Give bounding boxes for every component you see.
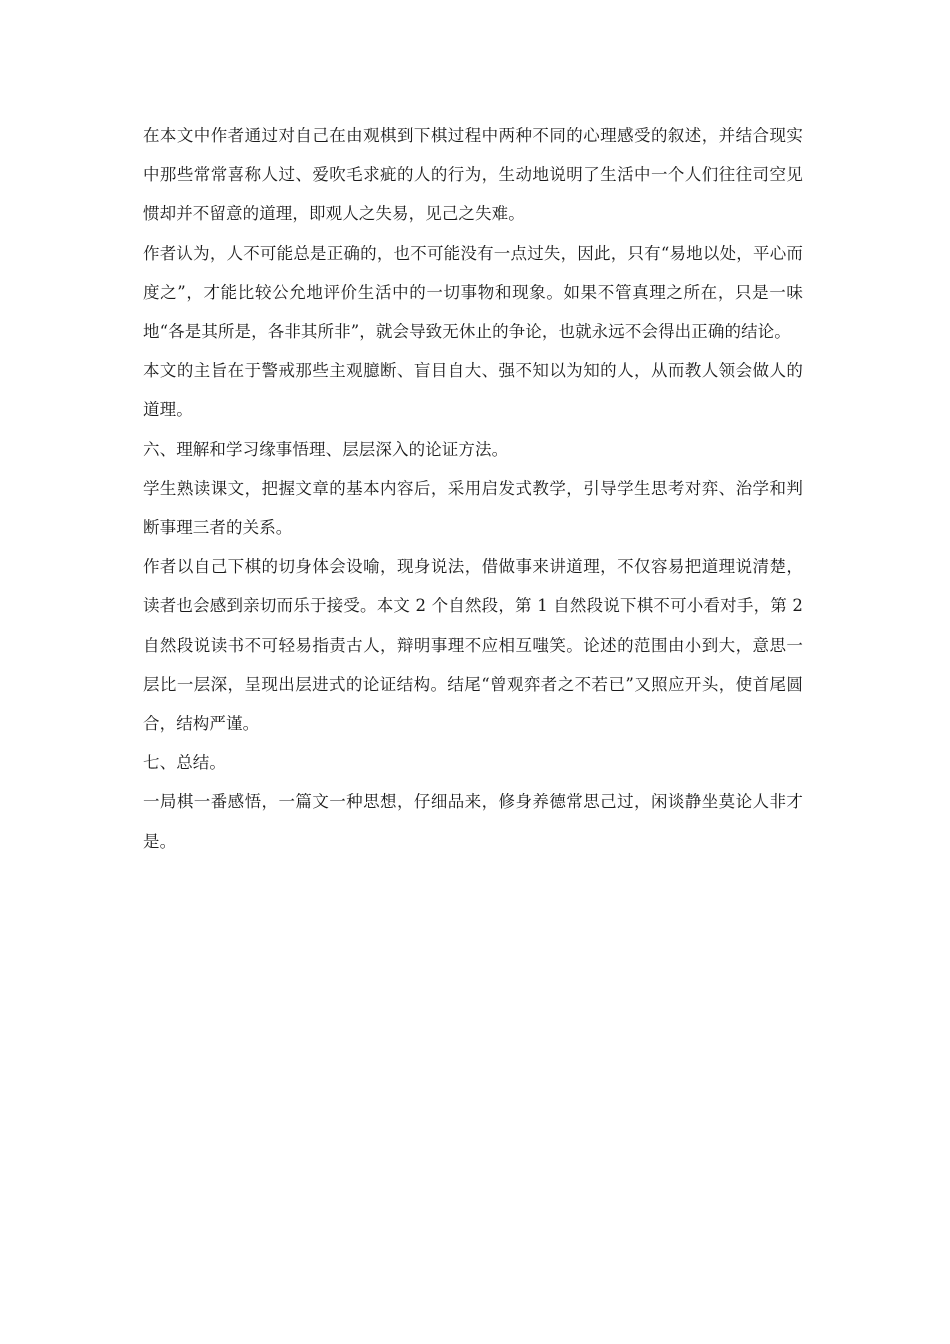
paragraph-conclusion: 一局棋一番感悟，一篇文一种思想，仔细品来，修身养德常思己过，闲谈静坐莫论人非才是。 — [143, 792, 803, 851]
section-heading-six: 六、理解和学习缘事悟理、层层深入的论证方法。 — [143, 439, 509, 459]
paragraph-argument-structure: 作者以自己下棋的切身体会设喻，现身说法，借做事来讲道理，不仅容易把道理说清楚，读者也会感到亲切而乐于接受。本文 2 个自然段，第 1 自然段说下棋不可小看对手，第 2 自然段说读书不可轻易指责古人，辩明事理不应相互嗤笑。论述的范围由小到大，意思一层比一层深，呈现出层进式的论证结构。结尾“曾观弈者之不若已”又照应开头，使首尾圆合，结构严谨。 — [143, 557, 803, 734]
paragraph-summary: 在本文中作者通过对自己在由观棋到下棋过程中两种不同的心理感受的叙述，并结合现实中那些常常喜称人过、爱吹毛求疵的人的行为，生动地说明了生活中一个人们往往司空见惯却并不留意的道理，即观人之失易，见己之失难。 — [143, 126, 803, 224]
document-body — [143, 116, 803, 861]
paragraph-author-view: 作者认为，人不可能总是正确的，也不可能没有一点过失，因此，只有“易地以处，平心而度之”，才能比较公允地评价生活中的一切事物和现象。如果不管真理之所在，只是一味地“各是其所是，各非其所非”，就会导致无休止的争论，也就永远不会得出正确的结论。 — [143, 243, 803, 342]
paragraph-teaching-method: 学生熟读课文，把握文章的基本内容后，采用启发式教学，引导学生思考对弈、治学和判断事理三者的关系。 — [143, 478, 803, 538]
paragraph-main-idea: 本文的主旨在于警戒那些主观臆断、盲目自大、强不知以为知的人，从而教人领会做人的道理。 — [143, 361, 803, 420]
section-heading-seven: 七、总结。 — [143, 753, 226, 773]
